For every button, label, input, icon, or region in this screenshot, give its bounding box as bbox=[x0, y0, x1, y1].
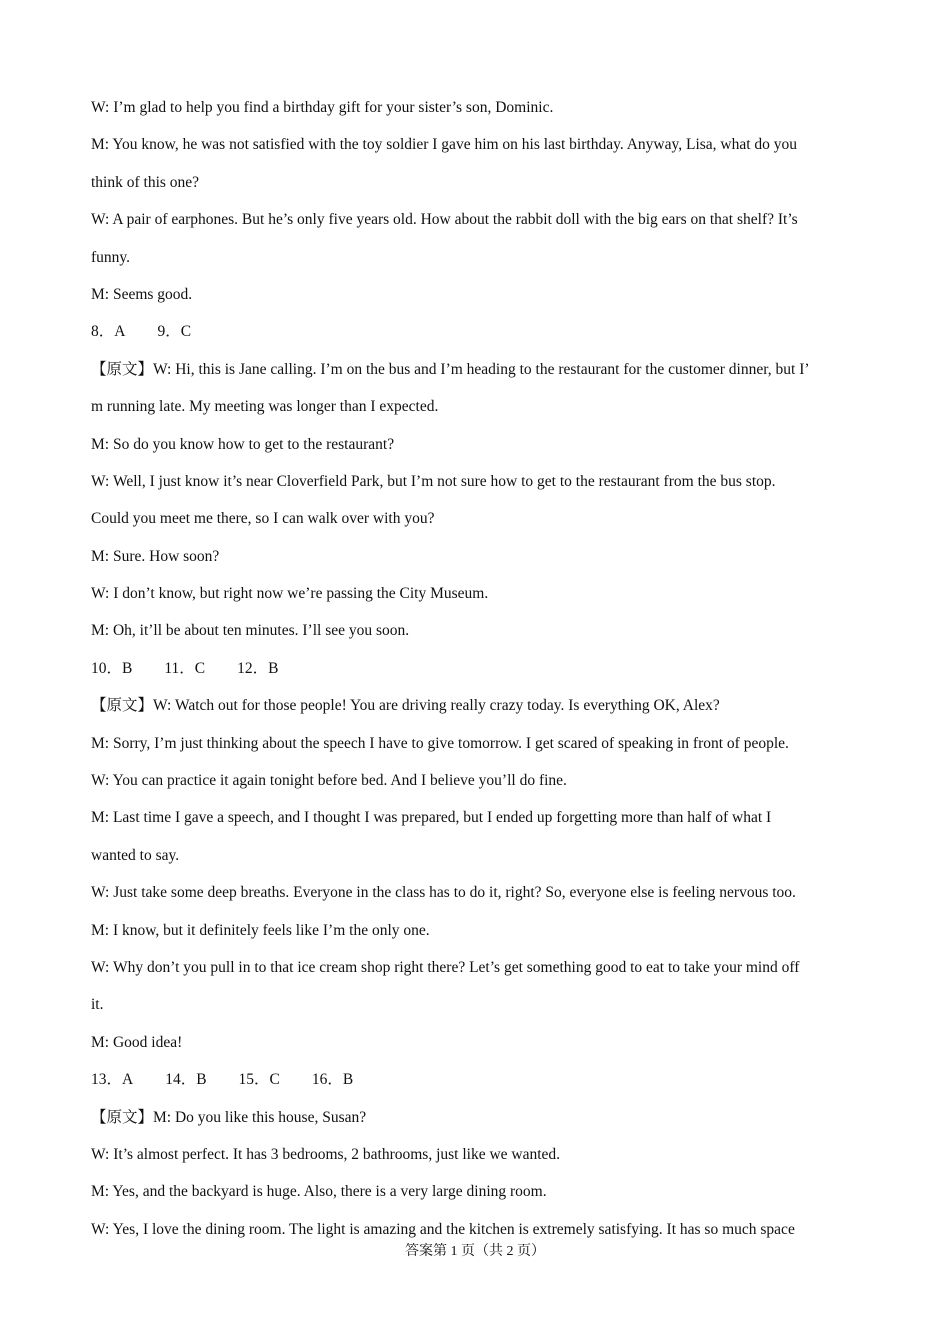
text-line: funny. bbox=[91, 248, 131, 266]
text-line: M: Sure. How soon? bbox=[91, 547, 220, 565]
text-line: M: Sorry, I’m just thinking about the speech I have to give tomorrow. I get scared of speaking in front of people. bbox=[91, 734, 789, 752]
text-line: W: I’m glad to help you find a birthday gift for your sister’s son, Dominic. bbox=[91, 99, 554, 116]
text-line: W: Yes, I love the dining room. The light is amazing and the kitchen is extremely satisfying. It has so much space bbox=[91, 1220, 795, 1238]
answer-item: 16．B bbox=[311, 1071, 354, 1089]
text-line: W: A pair of earphones. But he’s only five years old. How about the rabbit doll with the big ears on that shelf? It’s bbox=[91, 211, 798, 229]
text-line: M: Seems good. bbox=[91, 285, 193, 303]
text-line: W: Why don’t you pull in to that ice cream shop right there? Let’s get something good to eat to take your mind off bbox=[91, 958, 800, 976]
text-line: M: Oh, it’ll be about ten minutes. I’ll see you soon. bbox=[91, 622, 410, 640]
answer-key-row bbox=[91, 313, 866, 350]
text-line: Could you meet me there, so I can walk over with you? bbox=[91, 510, 435, 528]
text-line: M: So do you know how to get to the restaurant? bbox=[91, 435, 395, 453]
text-line: W: Just take some deep breaths. Everyone in the class has to do it, right? So, everyone else is feeling nervous too. bbox=[91, 884, 796, 902]
answer-item: 9．C bbox=[157, 323, 192, 341]
text-line: 【原文】W: Hi, this is Jane calling. I’m on the bus and I’m heading to the restaurant for the customer dinner, but I’ bbox=[91, 360, 810, 378]
text-line: wanted to say. bbox=[91, 846, 180, 864]
answer-item: 8．A bbox=[91, 323, 126, 341]
text-line: M: Yes, and the backyard is huge. Also, there is a very large dining room. bbox=[91, 1183, 547, 1201]
text-line: M: You know, he was not satisfied with the toy soldier I gave him on his last birthday. Anyway, Lisa, what do you bbox=[91, 136, 798, 154]
answer-key-row bbox=[91, 650, 866, 687]
text-line: M: Last time I gave a speech, and I thought I was prepared, but I ended up forgetting more than half of what I bbox=[91, 809, 772, 827]
answer-item: 10．B bbox=[91, 659, 133, 677]
answer-item: 13．A bbox=[91, 1071, 134, 1089]
answer-item: 14．B bbox=[165, 1071, 207, 1089]
text-line: it. bbox=[91, 996, 104, 1014]
text-line: think of this one? bbox=[91, 173, 200, 191]
answer-item: 11．C bbox=[164, 659, 206, 677]
text-line: W: It’s almost perfect. It has 3 bedrooms, 2 bathrooms, just like we wanted. bbox=[91, 1145, 561, 1163]
answer-item: 15．C bbox=[238, 1071, 280, 1089]
text-line: 【原文】W: Watch out for those people! You are driving really crazy today. Is everything OK, Alex? bbox=[91, 697, 720, 715]
text-line: W: You can practice it again tonight before bed. And I believe you’ll do fine. bbox=[91, 772, 567, 790]
text-line: W: I don’t know, but right now we’re passing the City Museum. bbox=[91, 585, 489, 603]
text-line: 【原文】M: Do you like this house, Susan? bbox=[91, 1108, 367, 1126]
page-footer: 答案第 1 页（共 2 页） bbox=[405, 1244, 545, 1259]
text-line: W: Well, I just know it’s near Cloverfield Park, but I’m not sure how to get to the restaurant from the bus stop. bbox=[91, 472, 776, 490]
text-line: M: I know, but it definitely feels like I’m the only one. bbox=[91, 921, 430, 939]
text-line: M: Good idea! bbox=[91, 1033, 183, 1051]
document-body bbox=[91, 89, 866, 1248]
answer-key-row bbox=[91, 1061, 866, 1098]
text-line: m running late. My meeting was longer than I expected. bbox=[91, 398, 439, 416]
answer-item: 12．B bbox=[237, 659, 279, 677]
